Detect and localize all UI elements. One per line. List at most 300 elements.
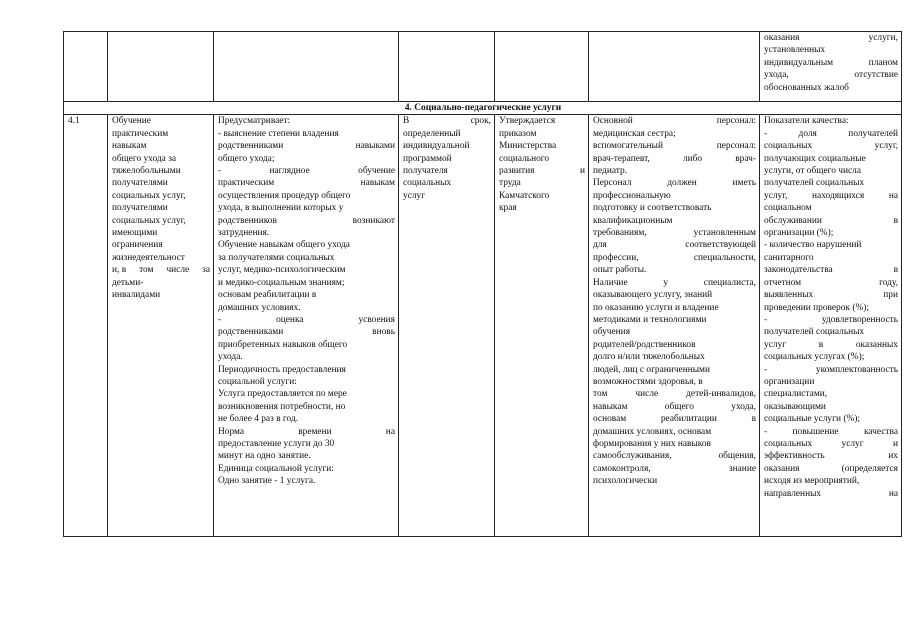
text-fragment: родственниками (218, 141, 284, 152)
text-fragment: социальных (403, 178, 452, 189)
text-fragment: при (883, 290, 898, 301)
text-line (499, 177, 585, 189)
text-fragment: срок, (470, 116, 491, 127)
text-fragment: возникновения потребности, но (218, 401, 346, 412)
text-line (764, 190, 898, 202)
text-fragment: основам реабилитации в (218, 290, 317, 301)
text-fragment: навыкам (112, 141, 147, 152)
text-fragment: в (751, 414, 756, 425)
text-fragment: Персонал (593, 178, 632, 189)
text-line (593, 463, 756, 475)
text-fragment: общего ухода за (112, 153, 177, 164)
text-line (764, 115, 898, 127)
text-fragment: оказания (764, 463, 800, 474)
service-quality-cell (760, 115, 902, 537)
text-line (593, 165, 756, 177)
text-fragment: числе (166, 265, 190, 276)
text-fragment: детьми- (112, 277, 144, 288)
text-fragment: укомплектованность (815, 364, 898, 375)
text-line (218, 302, 395, 314)
text-line (764, 128, 898, 140)
text-fragment: организации (764, 376, 815, 387)
text-fragment: и (579, 166, 585, 177)
text-line (764, 388, 898, 400)
text-line (764, 426, 898, 438)
text-fragment: обслуживании (764, 215, 822, 226)
text-line (593, 289, 756, 301)
text-line (593, 388, 756, 400)
text-fragment: том (593, 389, 608, 400)
text-fragment: Периодичность предоставления (218, 364, 346, 375)
text-line (403, 140, 491, 152)
text-line (593, 401, 756, 413)
text-fragment: в (818, 339, 824, 350)
text-fragment: практическим (218, 178, 275, 189)
service-name-cell (108, 115, 214, 537)
text-fragment: персонал: (716, 116, 756, 127)
text-fragment: социальном (764, 203, 812, 214)
text-fragment: оказывающими (764, 401, 826, 412)
text-line (764, 69, 898, 81)
empty-cell (589, 32, 760, 102)
text-fragment: санитарного (764, 252, 814, 263)
text-line (593, 364, 756, 376)
text-line (593, 153, 756, 165)
text-line (218, 450, 395, 462)
text-fragment: родственников (218, 215, 277, 226)
text-fragment: жизнедеятельност (112, 252, 185, 263)
empty-cell (399, 32, 495, 102)
text-fragment: самообслуживания, (593, 451, 672, 462)
text-line (764, 277, 898, 289)
text-line (112, 277, 210, 289)
text-line (218, 264, 395, 276)
text-line (499, 190, 585, 202)
text-line (499, 153, 585, 165)
text-line (112, 115, 210, 127)
text-line (218, 426, 395, 438)
text-line (218, 227, 395, 239)
text-line (499, 165, 585, 177)
text-line (593, 326, 756, 338)
text-fragment: имеющими (112, 228, 158, 239)
text-fragment: ухода, в выполнении которых у (218, 203, 344, 214)
text-line (764, 475, 898, 487)
text-line (764, 227, 898, 239)
service-number: 4.1 (64, 115, 108, 537)
text-fragment: обоснованных жалоб (764, 82, 849, 93)
text-line (112, 190, 210, 202)
text-fragment: получателей (848, 128, 898, 139)
text-line (764, 438, 898, 450)
service-row (64, 115, 902, 537)
text-fragment: практическим (112, 128, 169, 139)
text-line (764, 215, 898, 227)
text-line (764, 153, 898, 165)
text-fragment: развития (499, 166, 535, 177)
text-fragment: социальные услуги (%); (764, 414, 860, 425)
text-fragment: либо (682, 153, 703, 164)
text-line (112, 202, 210, 214)
text-fragment: установленных (764, 45, 826, 56)
quality-continuation-cell (760, 32, 902, 102)
text-fragment: (определяется (841, 463, 898, 474)
text-fragment: оказания (764, 33, 800, 43)
text-fragment: Обучение (112, 116, 151, 127)
text-fragment: для (593, 240, 607, 251)
text-line (218, 252, 395, 264)
text-fragment: не более 4 раз в год. (218, 414, 299, 425)
text-fragment: Обучение навыкам общего ухода (218, 240, 350, 251)
text-fragment: программой (403, 153, 452, 164)
text-line (218, 326, 395, 338)
text-fragment: услуг, (764, 190, 788, 201)
text-fragment: тяжелобольными (112, 166, 181, 177)
text-fragment: детей-инвалидов, (686, 389, 756, 400)
text-line (218, 401, 395, 413)
text-line (499, 128, 585, 140)
text-fragment: минут на одно занятие. (218, 451, 311, 462)
text-line (764, 165, 898, 177)
text-line (593, 239, 756, 251)
text-fragment: соответствующей (685, 240, 756, 251)
text-line (764, 401, 898, 413)
text-line (593, 140, 756, 152)
text-fragment: получателей социальных (764, 178, 865, 189)
section-title: 4. Социально-педагогические услуги (64, 102, 902, 115)
text-line (403, 177, 491, 189)
text-line (403, 128, 491, 140)
text-line (593, 426, 756, 438)
text-fragment: самоконтроля, (593, 463, 651, 474)
text-line (403, 190, 491, 202)
text-line (499, 140, 585, 152)
text-line (218, 475, 395, 487)
text-fragment: приобретенных навыков общего (218, 339, 348, 350)
text-line (593, 190, 756, 202)
text-line (593, 177, 756, 189)
text-fragment: педиатр. (593, 166, 628, 177)
text-line (593, 115, 756, 127)
text-line (764, 339, 898, 351)
text-line (403, 115, 491, 127)
text-line (218, 239, 395, 251)
text-line (218, 314, 395, 326)
text-fragment: оценка (276, 314, 304, 325)
text-fragment: социальных услуг, (112, 190, 186, 201)
text-line (764, 413, 898, 425)
text-fragment: получающих социальные (764, 153, 866, 164)
text-fragment: и, в (112, 265, 127, 276)
empty-cell (64, 32, 108, 102)
text-fragment: психологически (593, 476, 658, 487)
text-line (593, 475, 756, 487)
text-fragment: реабилитации (660, 414, 717, 425)
text-fragment: планом (868, 57, 898, 68)
text-line (218, 128, 395, 140)
text-line (112, 153, 210, 165)
text-line (764, 376, 898, 388)
text-fragment: социального (499, 153, 550, 164)
text-line (112, 252, 210, 264)
text-fragment: общего (664, 401, 694, 412)
text-fragment: социальной услуги: (218, 376, 297, 387)
text-line (593, 264, 756, 276)
text-fragment: должен (667, 178, 697, 189)
text-fragment: находящихся (812, 190, 865, 201)
services-table (63, 31, 902, 537)
text-fragment: их (888, 451, 898, 462)
text-line (218, 351, 395, 363)
text-line (218, 190, 395, 202)
text-line (764, 239, 898, 251)
text-fragment: - (218, 314, 222, 325)
text-fragment: вновь (372, 327, 395, 338)
text-line (593, 202, 756, 214)
text-fragment: отсутствие (854, 70, 898, 81)
text-fragment: качества (863, 426, 898, 437)
text-line (764, 314, 898, 326)
text-fragment: навыками (355, 141, 395, 152)
text-line (593, 450, 756, 462)
text-fragment: - (764, 128, 768, 139)
text-line (218, 202, 395, 214)
text-fragment: получателей социальных (764, 327, 865, 338)
section-row (64, 102, 902, 115)
text-line (218, 215, 395, 227)
text-fragment: эффективность (764, 451, 825, 462)
text-fragment: Норма (218, 426, 245, 437)
empty-cell (108, 32, 214, 102)
text-line (112, 289, 210, 301)
text-line (764, 57, 898, 69)
text-fragment: - количество нарушений (764, 240, 862, 251)
text-line (218, 177, 395, 189)
text-fragment: предоставление услуги до 30 (218, 438, 335, 449)
text-fragment: услуг (841, 438, 864, 449)
text-fragment: - выяснение степени владения (218, 128, 339, 139)
text-fragment: получателями (112, 178, 168, 189)
text-fragment: на (888, 190, 898, 201)
text-fragment: - (218, 166, 222, 177)
text-fragment: услуг, (874, 141, 898, 152)
text-fragment: проведении проверок (%); (764, 302, 869, 313)
text-line (218, 339, 395, 351)
text-fragment: общения, (718, 451, 756, 462)
text-fragment: определенный (403, 128, 461, 139)
text-fragment: В (403, 116, 410, 127)
text-line (593, 302, 756, 314)
text-line (218, 463, 395, 475)
text-fragment: подготовку и соответствовать (593, 203, 712, 214)
text-line (593, 413, 756, 425)
text-fragment: году, (879, 277, 898, 288)
text-line (593, 128, 756, 140)
text-fragment: медицинская сестра; (593, 128, 676, 139)
text-fragment: труда (499, 178, 521, 189)
text-fragment: Основной (593, 116, 633, 127)
text-line (403, 165, 491, 177)
text-fragment: родственниками (218, 327, 284, 338)
text-line (593, 215, 756, 227)
text-fragment: домашних условиях. (218, 302, 301, 313)
text-fragment: - (764, 426, 768, 437)
text-fragment: Предусматривает: (218, 116, 291, 127)
text-line (218, 115, 395, 127)
text-fragment: иметь (732, 178, 756, 189)
text-fragment: повышение (792, 426, 839, 437)
text-fragment: и (892, 438, 898, 449)
text-fragment: усвоения (358, 314, 395, 325)
text-fragment: методиками и технологиями (593, 314, 707, 325)
text-fragment: приказом (499, 128, 537, 139)
text-fragment: в (893, 215, 898, 226)
text-line (112, 215, 210, 227)
text-line (218, 165, 395, 177)
text-fragment: законодательства (764, 265, 833, 276)
text-fragment: инвалидами (112, 290, 161, 301)
text-fragment: профессиональную (593, 190, 671, 201)
text-fragment: формирования у них навыков (593, 438, 711, 449)
text-line (764, 450, 898, 462)
text-fragment: профессии, (593, 252, 639, 263)
text-fragment: наглядное (269, 166, 310, 177)
text-fragment: домашних условиях, основам (593, 426, 712, 437)
text-fragment: квалификационным (593, 215, 673, 226)
text-line (593, 227, 756, 239)
text-line (764, 32, 898, 44)
text-fragment: индивидуальной (403, 141, 470, 152)
text-line (764, 202, 898, 214)
text-line (499, 115, 585, 127)
text-fragment: возможностями здоровья, в (593, 376, 703, 387)
text-line (764, 488, 898, 500)
continued-row (64, 32, 902, 102)
text-fragment: затруднения. (218, 228, 270, 239)
text-line (499, 202, 585, 214)
text-fragment: выявленных (764, 290, 814, 301)
text-line (764, 82, 898, 94)
text-fragment: Утверждается (499, 116, 556, 127)
text-fragment: удовлетворенность (821, 314, 898, 325)
text-line (218, 289, 395, 301)
text-fragment: социальных услуг, (112, 215, 186, 226)
text-line (593, 277, 756, 289)
text-fragment: в (893, 265, 898, 276)
text-fragment: услуги, (868, 33, 898, 43)
text-line (593, 252, 756, 264)
text-line (403, 153, 491, 165)
text-line (218, 376, 395, 388)
service-description-cell (214, 115, 399, 537)
text-fragment: исходя из мероприятий, (764, 476, 860, 487)
text-fragment: специалиста, (703, 277, 756, 288)
text-fragment: ухода. (218, 352, 243, 363)
text-fragment: возникают (352, 215, 395, 226)
text-line (593, 438, 756, 450)
text-fragment: за получателями социальных (218, 252, 335, 263)
text-line (764, 177, 898, 189)
text-fragment: направленных (764, 488, 822, 499)
text-fragment: осуществления процедур общего (218, 190, 351, 201)
text-line (764, 44, 898, 56)
text-line (218, 140, 395, 152)
text-line (112, 140, 210, 152)
text-fragment: требованиям, (593, 228, 647, 239)
text-fragment: края (499, 203, 517, 214)
text-fragment: и медико-социальным знаниям; (218, 277, 345, 288)
text-fragment: услуги, от общего числа (764, 166, 861, 177)
text-line (764, 351, 898, 363)
text-fragment: персонал: (716, 141, 756, 152)
text-line (112, 128, 210, 140)
text-fragment: Единица социальной услуги: (218, 463, 334, 474)
text-fragment: навыкам (360, 178, 395, 189)
text-fragment: за (202, 265, 210, 276)
text-fragment: специалистами, (764, 389, 828, 400)
text-line (764, 302, 898, 314)
text-fragment: на (888, 488, 898, 499)
text-fragment: навыкам (593, 401, 628, 412)
text-fragment: индивидуальным (764, 57, 834, 68)
text-fragment: социальных (764, 438, 813, 449)
text-fragment: - (764, 314, 768, 325)
text-fragment: по оказанию услуги и владение (593, 302, 719, 313)
text-line (764, 289, 898, 301)
text-line (764, 364, 898, 376)
text-line (764, 252, 898, 264)
text-line (218, 388, 395, 400)
text-fragment: Одно занятие - 1 услуга. (218, 476, 316, 487)
text-line (764, 264, 898, 276)
text-fragment: врач-терапевт, (593, 153, 650, 164)
text-fragment: Показатели качества: (764, 116, 849, 127)
empty-cell (214, 32, 399, 102)
service-term-cell (399, 115, 495, 537)
text-fragment: доля (798, 128, 817, 139)
text-fragment: времени (298, 426, 332, 437)
text-line (218, 413, 395, 425)
text-line (218, 438, 395, 450)
text-fragment: врач- (735, 153, 756, 164)
text-fragment: специальности, (693, 252, 756, 263)
text-fragment: социальных услугах (%); (764, 352, 865, 363)
text-fragment: том (139, 265, 154, 276)
text-fragment: социальных (764, 141, 813, 152)
text-line (112, 239, 210, 251)
text-fragment: услуг, медико-психологическим (218, 265, 346, 276)
text-line (112, 177, 210, 189)
text-fragment: обучение (358, 166, 395, 177)
text-line (218, 364, 395, 376)
text-line (112, 165, 210, 177)
text-fragment: Министерства (499, 141, 557, 152)
text-fragment: знание (728, 463, 756, 474)
text-fragment: оказанных (855, 339, 898, 350)
text-fragment: ухода, (731, 401, 756, 412)
text-line (218, 153, 395, 165)
text-fragment: родителей/родственников (593, 339, 696, 350)
text-line (764, 463, 898, 475)
text-fragment: получателя (403, 166, 448, 177)
text-line (764, 326, 898, 338)
text-fragment: обучения (593, 327, 631, 338)
text-fragment: - (764, 364, 768, 375)
text-line (593, 351, 756, 363)
empty-cell (495, 32, 589, 102)
text-fragment: установленным (693, 228, 756, 239)
text-line (112, 264, 210, 276)
